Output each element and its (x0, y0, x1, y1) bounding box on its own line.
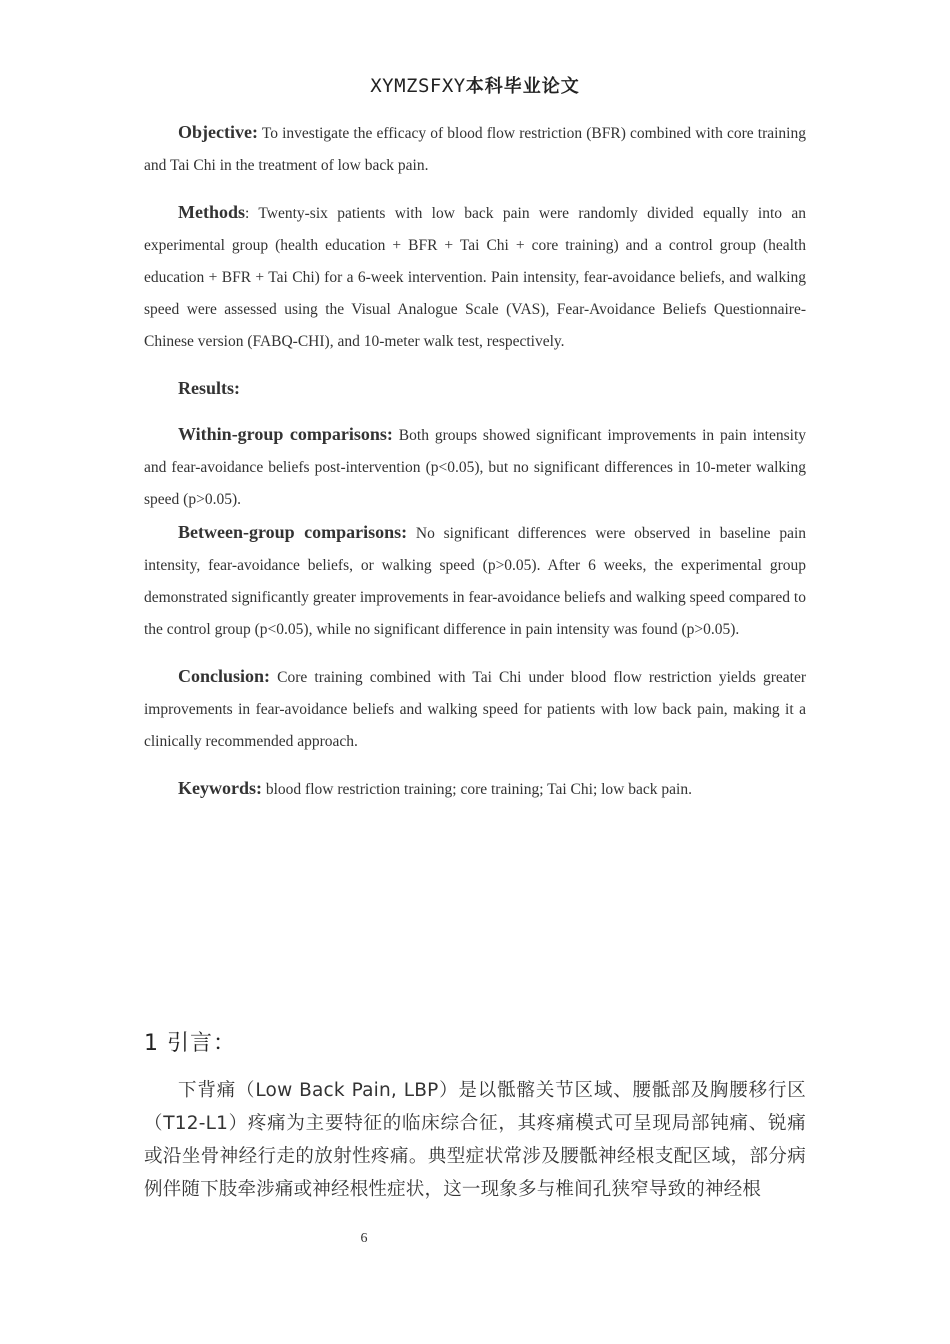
header-chinese-text: 本科毕业论文 (465, 76, 580, 97)
conclusion-text: Core training combined with Tai Chi under blood flow restriction yields greater improvements in fear-avoidance beliefs and walking speed for patients with low back pain, making it a clinically recommended approach. (144, 669, 806, 750)
methods-label: Methods (178, 202, 245, 222)
objective-paragraph (144, 116, 806, 182)
methods-text: Twenty-six patients with low back pain were randomly divided equally into an experimental group (health education + BFR + Tai Chi + core training) and a control group (health education + BFR + Tai Chi) for a 6-week intervention. Pain intensity, fear-avoidance beliefs, and walking speed were assessed using the Visual Analogue Scale (VAS), Fear-Avoidance Beliefs Questionnaire-Chinese version (FABQ-CHI), and 10-meter walk test, respectively. (144, 205, 806, 350)
header-latin-text: XYMZSFXY (370, 75, 466, 97)
keywords-paragraph (144, 772, 806, 806)
keywords-text: blood flow restriction training; core training; Tai Chi; low back pain. (262, 781, 692, 798)
objective-text: To investigate the efficacy of blood flow restriction (BFR) combined with core training and Tai Chi in the treatment of low back pain. (144, 125, 806, 174)
conclusion-paragraph (144, 660, 806, 758)
page-number: 6 (360, 1231, 368, 1246)
between-group-paragraph (144, 516, 806, 646)
english-abstract (144, 116, 806, 806)
within-group-text: Both groups showed significant improvements in pain intensity and fear-avoidance beliefs post-intervention (p<0.05), but no significant differences in 10-meter walking speed (p>0.05). (144, 427, 807, 508)
within-group-label: Within-group comparisons: (178, 424, 393, 444)
methods-colon: : (245, 205, 250, 222)
methods-paragraph (144, 196, 806, 358)
results-paragraph (144, 372, 806, 406)
introduction-paragraph: 下背痛（Low Back Pain, LBP）是以骶髂关节区域、腰骶部及胸腰移行区（T12-L1）疼痛为主要特征的临床综合征，其疼痛模式可呈现局部钝痛、锐痛或沿坐骨神经行走的放射性疼痛。典型症状常涉及腰骶神经根支配区域，部分病例伴随下肢牵涉痛或神经根性症状，这一现象多与椎间孔狭窄导致的神经根 (144, 1080, 806, 1200)
between-group-label: Between-group comparisons: (178, 522, 408, 542)
running-header (0, 72, 950, 98)
within-group-paragraph (144, 418, 806, 516)
between-group-text: No significant differences were observed in baseline pain intensity, fear-avoidance beliefs, or walking speed (p>0.05). After 6 weeks, the experimental group demonstrated significantly greater improvements in fear-avoidance beliefs and walking speed compared to the control group (p<0.05), while no significant difference in pain intensity was found (p>0.05). (144, 525, 807, 638)
section-1-heading: 1 引言： (144, 1031, 236, 1056)
conclusion-label: Conclusion: (178, 666, 271, 686)
objective-label: Objective: (178, 122, 258, 142)
results-label: Results: (178, 378, 240, 398)
keywords-label: Keywords: (178, 778, 262, 798)
